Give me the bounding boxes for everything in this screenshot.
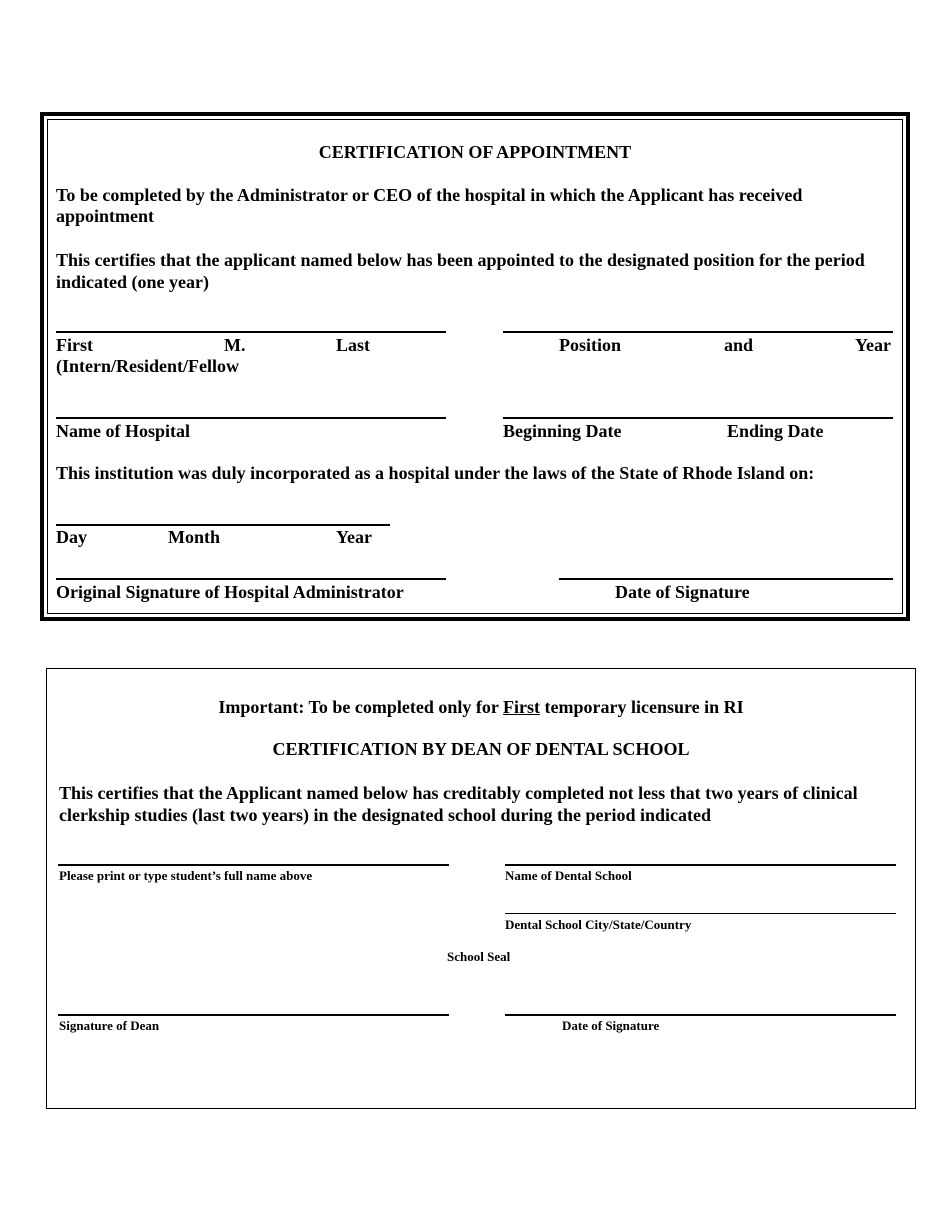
position-year-label: Year [855,335,891,355]
important-suffix: temporary licensure in RI [540,697,744,717]
first-name-label: First [56,335,93,355]
admin-signature-label: Original Signature of Hospital Administrator [56,582,404,602]
month-label: Month [168,527,221,547]
dean-signature-date-label: Date of Signature [562,1018,660,1033]
incorporation-year-label: Year [336,527,372,547]
position-year-line[interactable] [503,331,893,333]
student-name-label: Please print or type student’s full name above [59,868,313,883]
dates-line[interactable] [503,417,893,419]
important-prefix: Important: To be completed only for [218,697,504,717]
important-note [46,697,916,718]
appointment-title: CERTIFICATION OF APPOINTMENT [318,142,632,162]
hospital-name-line[interactable] [56,417,446,419]
signature-date-line[interactable] [559,578,893,580]
dean-title: CERTIFICATION BY DEAN OF DENTAL SCHOOL [272,739,690,759]
admin-signature-line[interactable] [56,578,446,580]
school-location-label: Dental School City/State/Country [505,917,692,932]
important-emphasis: First [503,697,540,717]
applicant-name-line[interactable] [56,331,446,333]
position-label: Position [559,335,622,355]
and-label: and [724,335,754,355]
middle-initial-label: M. [224,335,246,355]
school-name-label: Name of Dental School [505,868,632,883]
appointment-statement: This certifies that the applicant named below has been appointed to the designated position for the period indicated (one year) [56,250,865,292]
student-name-line[interactable] [58,864,449,866]
school-seal-label: School Seal [447,949,511,964]
school-name-line[interactable] [505,864,896,866]
incorporation-statement: This institution was duly incorporated as a hospital under the laws of the State of Rhode Island on: [56,463,815,483]
ending-date-label: Ending Date [727,421,824,441]
beginning-date-label: Beginning Date [503,421,622,441]
hospital-name-label: Name of Hospital [56,421,190,441]
signature-date-label: Date of Signature [615,582,750,602]
day-label: Day [56,527,87,547]
school-location-line[interactable] [505,913,896,914]
dean-signature-date-line[interactable] [505,1014,896,1016]
dean-signature-label: Signature of Dean [59,1018,160,1033]
dean-section [46,668,916,1109]
role-label: (Intern/Resident/Fellow [56,356,239,376]
incorporation-date-line[interactable] [56,524,390,526]
last-name-label: Last [336,335,371,355]
appointment-instruction: To be completed by the Administrator or CEO of the hospital in which the Applicant has received appointment [56,185,803,226]
dean-statement: This certifies that the Applicant named below has creditably completed not less that two years of clinical clerkship studies (last two years) in the designated school during the period indicated [59,783,858,825]
dean-signature-line[interactable] [58,1014,449,1016]
